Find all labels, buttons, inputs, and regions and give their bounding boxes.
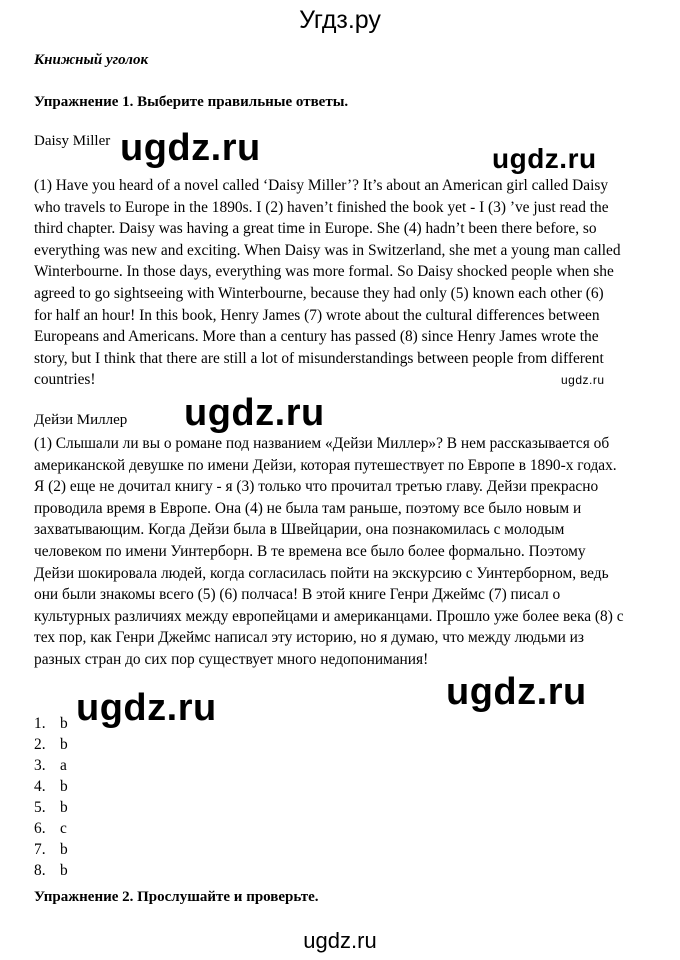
answer-number: 2. (34, 736, 46, 753)
russian-text-title: Дейзи Миллер (34, 412, 128, 428)
answer-item (34, 713, 68, 734)
answer-number: 3. (34, 757, 46, 774)
answers-list (34, 713, 68, 881)
answer-item (34, 776, 68, 797)
answer-item (34, 818, 68, 839)
answer-value: c (60, 820, 67, 837)
answer-value: b (60, 799, 68, 816)
answer-number: 8. (34, 862, 46, 879)
answer-number: 6. (34, 820, 46, 837)
answer-number: 5. (34, 799, 46, 816)
russian-paragraph: (1) Слышали ли вы о романе под названием «Дейзи Миллер»? В нем рассказывается об американской девушке по имени Дейзи, которая путешествует по Европе в 1890-х годах. Я (2) еще не дочитал книгу - я (3) только что прочитал третью главу. Дейзи прекрасно проводила время в Европе. Она (4) не была там раньше, поэтому все было новым и захватывающим. Когда Дейзи была в Швейцарии, она познакомилась с молодым человеком по имени Уинтерборн. В те времена все было более формально. Поэтому Дейзи шокировала людей, когда согласилась пойти на экскурсию с Уинтерборном, ведь они были знакомы всего (5) (6) полчаса! В этой книге Генри Джеймс (7) писал о культурных различиях между европейцами и американцами. Прошло уже более века (8) с тех пор, как Генри Джеймс написал эту историю, но я думаю, что между людьми из разных стран до сих пор существует много недопонимания! (34, 435, 624, 668)
answer-value: b (60, 841, 68, 858)
answer-number: 7. (34, 841, 46, 858)
answer-value: b (60, 715, 68, 732)
answer-value: b (60, 778, 68, 795)
answer-value: a (60, 757, 67, 774)
watermark: ugdz.ru (120, 127, 261, 169)
answer-item (34, 755, 68, 776)
exercise-2-heading: Упражнение 2. Прослушайте и проверьте. (34, 889, 319, 905)
english-paragraph: (1) Have you heard of a novel called ‘Daisy Miller’? It’s about an American girl called Daisy who travels to Europe in the 1890s. I (2) haven’t finished the book yet - I (3) ’ve just read the third chapter. Daisy was having a great time in Europe. She (4) hadn’t been there before, so everything was new and exciting. When Daisy was in Switzerland, she met a young man called Winterbourne. In those days, everything was more formal. So Daisy shocked people when she agreed to go sightseeing with Winterbourne, because they had only (5) known each other (6) for half an hour! In this book, Henry James (7) wrote about the cultural differences between Europeans and Americans. More than a century has passed (8) since Henry James wrote the story, but I think that there are still a lot of misunderstandings between people from different countries! (34, 177, 621, 389)
answer-item (34, 734, 68, 755)
answer-number: 1. (34, 715, 46, 732)
answer-value: b (60, 862, 68, 879)
english-text-title: Daisy Miller (34, 133, 111, 149)
section-title: Книжный уголок (34, 52, 149, 68)
exercise-1-heading: Упражнение 1. Выберите правильные ответы. (34, 94, 349, 110)
answer-value: b (60, 736, 68, 753)
answer-item (34, 860, 68, 881)
watermark: ugdz.ru (184, 392, 325, 434)
watermark: ugdz.ru (446, 671, 587, 713)
site-footer: ugdz.ru (303, 928, 377, 953)
watermark: ugdz.ru (561, 373, 605, 387)
answer-item (34, 797, 68, 818)
site-header: Угдз.ру (299, 6, 381, 34)
watermark: ugdz.ru (492, 143, 597, 174)
watermark: ugdz.ru (76, 687, 217, 729)
answer-number: 4. (34, 778, 46, 795)
answer-item (34, 839, 68, 860)
